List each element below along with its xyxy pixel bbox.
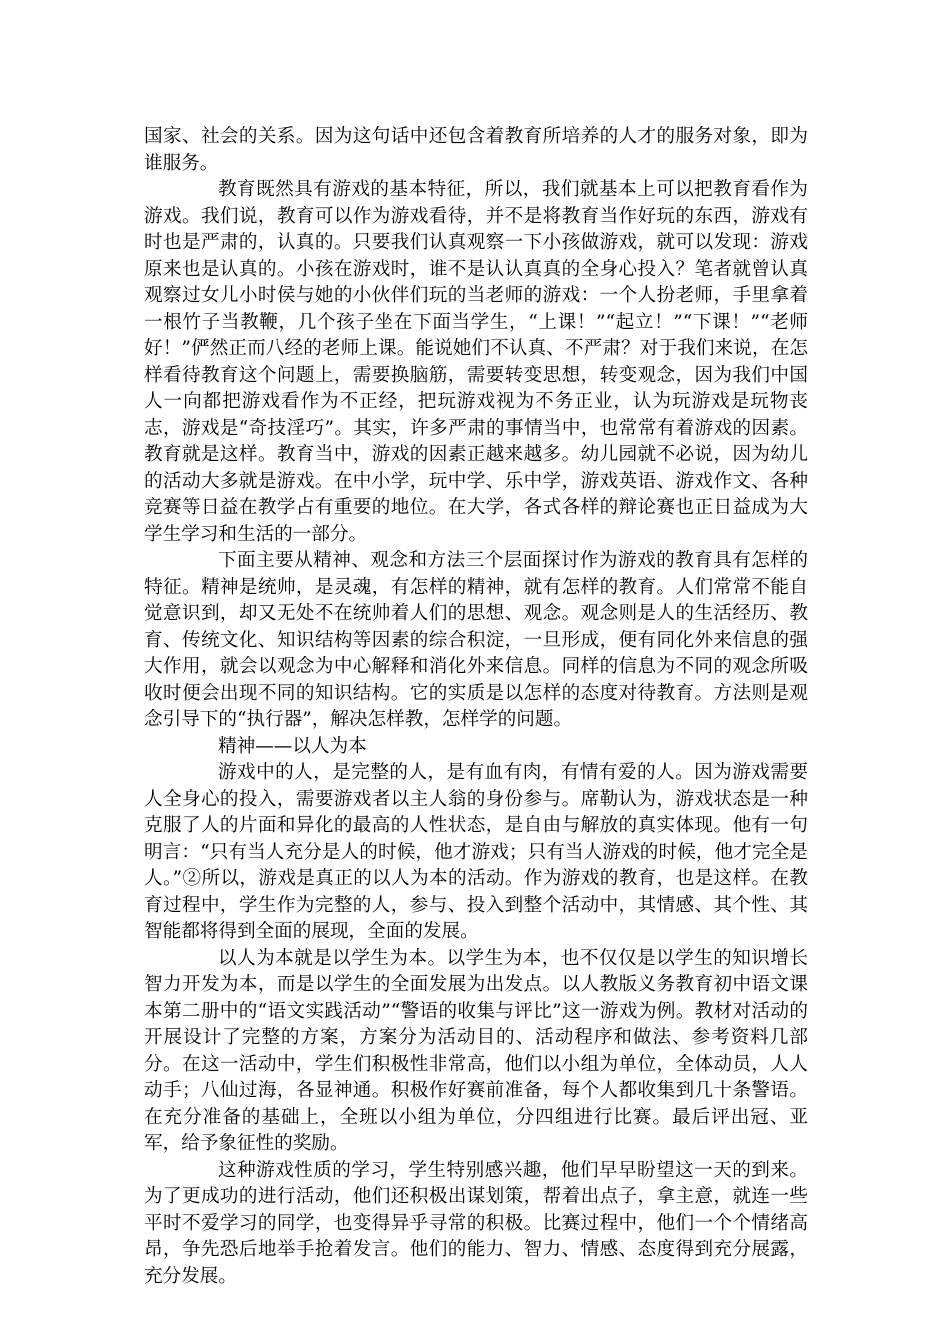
paragraph-education-as-game: 教育既然具有游戏的基本特征，所以，我们就基本上可以把教育看作为游戏。我们说，教育可以作为游戏看待，并不是将教育当作好玩的东西，游戏有时也是严肃的，认真的。只要我们认真观察一下小孩做游戏，就可以发现：游戏原来也是认真的。小孩在游戏时，谁不是认认真真的全身心投入？笔者就曾认真观察过女儿小时侯与她的小伙伴们玩的当老师的游戏：一个人扮老师，手里拿着一根竹子当教鞭，几个孩子坐在下面当学生，“上课！”“起立！”“下课！”“老师好！”俨然正而八经的老师上课。能说她们不认真、不严肃？对于我们来说，在怎样看待教育这个问题上，需要换脑筋，需要转变思想，转变观念，因为我们中国人一向都把游戏看作为不正经，把玩游戏视为不务正业，认为玩游戏是玩物丧志，游戏是“奇技淫巧”。其实，许多严肃的事情当中，也常常有着游戏的因素。教育就是这样。教育当中，游戏的因素正越来越多。幼儿园就不必说，因为幼儿的活动大多就是游戏。在中小学，玩中学、乐中学，游戏英语、游戏作文、各种竞赛等日益在教学占有重要的地位。在大学，各式各样的辩论赛也正日益成为大学生学习和生活的一部分。 bbox=[144, 179, 808, 545]
paragraph-three-levels: 下面主要从精神、观念和方法三个层面探讨作为游戏的教育具有怎样的特征。精神是统帅，是灵魂，有怎样的精神，就有怎样的教育。人们常常不能自觉意识到，却又无处不在统帅着人们的思想、观念。观念则是人的生活经历、教育、传统文化、知识结构等因素的综合积淀，一旦形成，便有同化外来信息的强大作用，就会以观念为中心解释和消化外来信息。同样的信息为不同的观念所吸收时便会出现不同的知识结构。它的实质是以怎样的态度对待教育。方法则是观念引导下的“执行器”，解决怎样教，怎样学的问题。 bbox=[144, 550, 808, 730]
body-text bbox=[144, 124, 808, 1290]
paragraph-student-centered: 以人为本就是以学生为本。以学生为本，也不仅仅是以学生的知识增长智力开发为本，而是以学生的全面发展为出发点。以人教版义务教育初中语文课本第二册中的“语文实践活动”“警语的收集与评比”这一游戏为例。教材对活动的开展设计了完整的方案，方案分为活动目的、活动程序和做法、参考资料几部分。在这一活动中，学生们积极性非常高，他们以小组为单位，全体动员，人人动手；八仙过海，各显神通。积极作好赛前准备，每个人都收集到几十条警语。在充分准备的基础上，全班以小组为单位，分四组进行比赛。最后评出冠、亚军，给予象征性的奖励。 bbox=[144, 947, 808, 1154]
paragraph-continued: 国家、社会的关系。因为这句话中还包含着教育所培养的人才的服务对象，即为谁服务。 bbox=[144, 126, 808, 174]
section-heading-spirit: 精神——以人为本 bbox=[218, 735, 367, 757]
paragraph-whole-person: 游戏中的人，是完整的人，是有血有肉，有情有爱的人。因为游戏需要人全身心的投入，需要游戏者以主人翁的身份参与。席勒认为，游戏状态是一种克服了人的片面和异化的最高的人性状态，是自由与解放的真实体现。他有一句明言：“只有当人充分是人的时候，他才游戏；只有当人游戏的时候，他才完全是人。”②所以，游戏是真正的以人为本的活动。作为游戏的教育，也是这样。在教育过程中，学生作为完整的人，参与、投入到整个活动中，其情感、其个性、其智能都将得到全面的展现，全面的发展。 bbox=[144, 762, 808, 942]
paragraph-game-learning: 这种游戏性质的学习，学生特别感兴趣，他们早早盼望这一天的到来。为了更成功的进行活动，他们还积极出谋划策，帮着出点子，拿主意，就连一些平时不爱学习的同学，也变得异乎寻常的积极。比赛过程中，他们一个个情绪高昂，争先恐后地举手抢着发言。他们的能力、智力、情感、态度得到充分展露，充分发展。 bbox=[144, 1159, 808, 1287]
